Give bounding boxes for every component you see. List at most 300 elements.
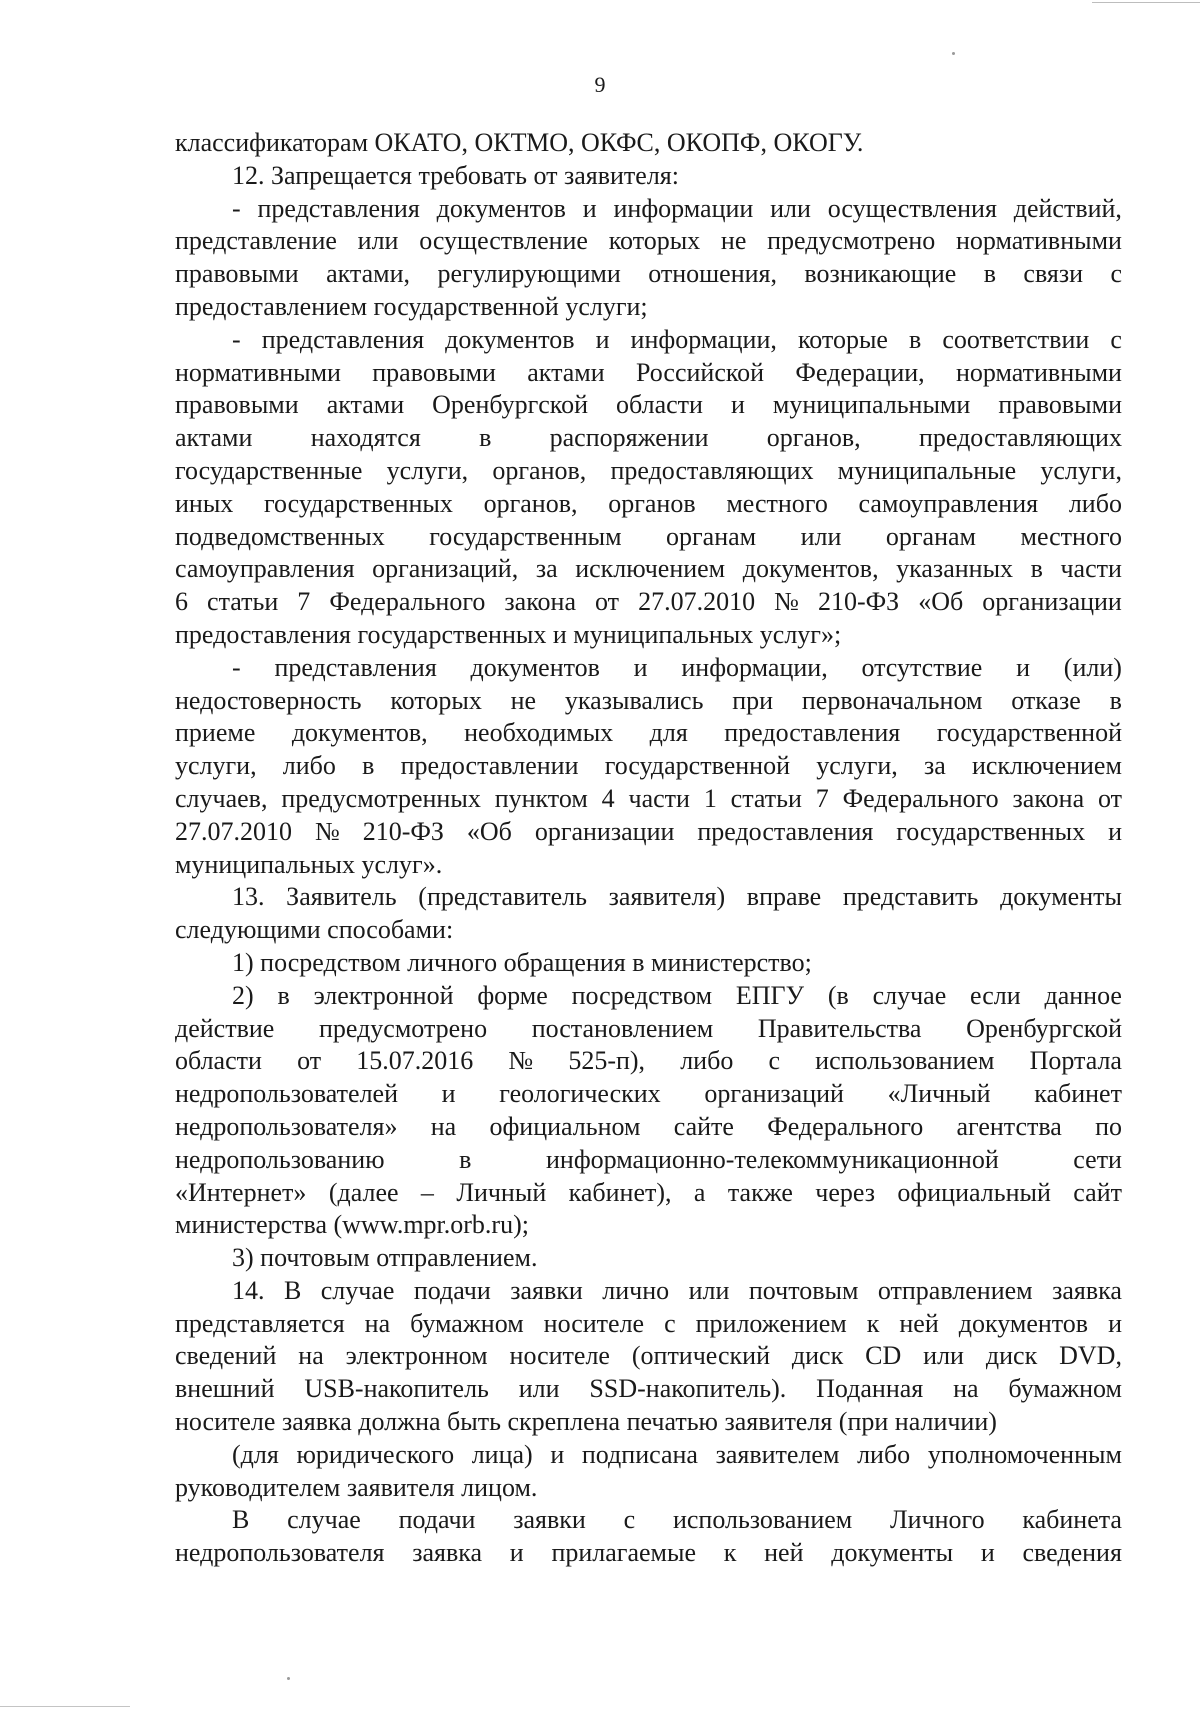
word: 3) — [232, 1243, 254, 1273]
word: постановлением — [531, 1013, 714, 1043]
word: уполномоченным — [927, 1439, 1122, 1469]
word: представляется — [175, 1308, 345, 1338]
word: отказе — [1011, 685, 1081, 715]
word: предусмотрено — [767, 226, 936, 256]
word: (представитель — [418, 882, 587, 912]
word: - — [232, 324, 241, 354]
word: актами — [326, 390, 405, 420]
word: документов — [436, 193, 566, 223]
word: области — [175, 1046, 262, 1076]
word: требовать — [418, 160, 527, 190]
word: и — [1108, 816, 1122, 846]
word: ОКОПФ, — [666, 128, 767, 157]
word: и — [1108, 1308, 1122, 1338]
word: в — [459, 1144, 472, 1174]
word: или — [688, 1275, 730, 1305]
word: министерства — [175, 1210, 328, 1240]
word: в — [479, 423, 492, 453]
word: представления — [257, 193, 420, 223]
word: представить — [842, 882, 979, 912]
word: для — [649, 718, 688, 748]
text-line — [175, 357, 1122, 390]
word: заявка — [281, 1407, 352, 1437]
word: муниципальных — [175, 849, 356, 879]
word: личного — [407, 947, 498, 977]
word: USB-накопитель — [304, 1374, 489, 1404]
text-line — [175, 1504, 1122, 1537]
text-line — [175, 816, 1122, 849]
scan-speck — [287, 1677, 290, 1680]
word: 4 — [601, 783, 615, 813]
text-line — [175, 980, 1122, 1013]
word: закона — [504, 587, 576, 617]
word: недропользователя» — [175, 1111, 398, 1141]
word: информации, — [630, 324, 777, 354]
word: руководителем — [175, 1472, 341, 1502]
word: правовыми — [372, 357, 496, 387]
word: (далее — [328, 1177, 399, 1207]
word: случае — [320, 1275, 395, 1305]
word: 210-ФЗ — [362, 816, 444, 846]
word: сайте — [673, 1111, 734, 1141]
word: «Об — [466, 816, 512, 846]
text-line — [175, 1013, 1122, 1046]
word: лица) — [471, 1439, 533, 1469]
word: услуг»; — [759, 619, 842, 649]
word: местного — [726, 488, 828, 518]
word: статьи — [207, 587, 279, 617]
word: актами — [527, 357, 605, 387]
word: (при — [838, 1407, 889, 1437]
word: должна — [358, 1407, 441, 1437]
word: на — [953, 1374, 979, 1404]
word: носителе — [543, 1308, 645, 1338]
word: услуги, — [816, 751, 898, 781]
word: случаев, — [175, 783, 268, 813]
word: «Интернет» — [175, 1177, 307, 1207]
word: от — [297, 1046, 322, 1076]
word: через — [815, 1177, 876, 1207]
word: сведений — [175, 1341, 277, 1371]
word: документов — [470, 652, 600, 682]
word: сети — [1073, 1144, 1122, 1174]
word: 7 — [297, 587, 311, 617]
word: иных — [175, 488, 234, 518]
word: посредством — [571, 980, 713, 1010]
word: и — [552, 619, 567, 649]
text-line — [175, 324, 1122, 357]
word: ОКФС, — [581, 128, 661, 157]
word: – — [420, 1177, 434, 1207]
word: услуг». — [361, 849, 443, 879]
text-line — [175, 1537, 1122, 1570]
word: лично — [602, 1275, 670, 1305]
text-line — [175, 652, 1122, 685]
text-line — [175, 914, 1122, 947]
word: документов — [958, 1308, 1089, 1338]
word: бумажном — [1008, 1374, 1122, 1404]
word: услуги, — [386, 455, 469, 485]
word: заявителя) — [608, 882, 726, 912]
word: кабинет), — [568, 1177, 672, 1207]
word: или — [770, 193, 811, 223]
word: документов — [445, 324, 575, 354]
word: муниципальные — [837, 455, 1017, 485]
text-line — [175, 1308, 1122, 1341]
word: Запрещается — [271, 160, 412, 190]
word: самоуправления — [858, 488, 1039, 518]
word: следующими — [175, 915, 321, 945]
word: кабинет — [1034, 1079, 1122, 1109]
word: организации — [534, 816, 675, 846]
word: либо — [1068, 488, 1122, 518]
word: Оренбургской — [432, 390, 589, 420]
word: 1 — [703, 783, 717, 813]
word: 525-п), — [568, 1046, 646, 1076]
word: представления — [261, 324, 425, 354]
scan-edge-top — [1092, 2, 1200, 3]
word: В — [232, 1505, 250, 1535]
text-line — [175, 717, 1122, 750]
word: заявителем — [715, 1439, 840, 1469]
text-line — [175, 1045, 1122, 1078]
word: с — [768, 1046, 781, 1076]
text-line — [175, 291, 1122, 324]
word: находятся — [310, 423, 421, 453]
word: регулирующими — [437, 259, 621, 289]
word: первоначальном — [801, 685, 983, 715]
word: № — [314, 816, 340, 846]
word: ОКТМО, — [474, 128, 575, 157]
word: ней — [899, 1308, 939, 1338]
word: почтовым — [260, 1243, 370, 1273]
word: нормативными — [175, 357, 341, 387]
word: заявки — [513, 1505, 586, 1535]
text-line — [175, 422, 1122, 455]
word: не — [510, 685, 537, 715]
word: недропользователей — [175, 1079, 398, 1109]
word: 2) — [232, 980, 254, 1010]
text-line — [175, 488, 1122, 521]
word: организаций — [704, 1079, 844, 1109]
word: или — [923, 1341, 964, 1371]
text-line — [175, 1078, 1122, 1111]
word: пунктом — [494, 783, 588, 813]
word: предоставляющих — [610, 455, 814, 485]
word: правовыми — [175, 259, 299, 289]
text-line — [175, 783, 1122, 816]
word: заявка — [412, 1538, 483, 1568]
word: 1) — [232, 947, 254, 977]
word: (или) — [1063, 652, 1122, 682]
page-number: 9 — [594, 72, 606, 97]
word: к — [866, 1308, 880, 1338]
word: самоуправления — [175, 554, 355, 584]
word: заявка — [1052, 1275, 1122, 1305]
word: и — [633, 652, 648, 682]
word: правовыми — [175, 390, 299, 420]
text-line — [175, 750, 1122, 783]
word: подачи — [413, 1275, 491, 1305]
word: (оптический — [631, 1341, 770, 1371]
word: осуществление — [419, 226, 588, 256]
word: 27.07.2010 — [638, 587, 756, 617]
word: либо — [857, 1439, 911, 1469]
word: за — [923, 751, 946, 781]
word: от — [595, 587, 620, 617]
word: заявителя — [346, 1472, 455, 1502]
word: приеме — [175, 718, 256, 748]
text-line — [175, 586, 1122, 619]
word: государственной — [936, 718, 1122, 748]
word: на — [364, 1308, 391, 1338]
word: органам — [885, 521, 977, 551]
text-line — [175, 1177, 1122, 1210]
word: недропользователя — [175, 1538, 385, 1568]
text-line — [175, 225, 1122, 258]
word: 15.07.2016 — [356, 1046, 474, 1076]
word: - — [232, 193, 241, 223]
word: возникающие — [804, 259, 957, 289]
scan-edge-bottom — [0, 1706, 130, 1707]
word: органов, — [766, 423, 861, 453]
word: использованием — [672, 1505, 853, 1535]
text-line — [175, 1275, 1122, 1308]
word: подведомственных — [175, 521, 385, 551]
text-line — [175, 881, 1122, 914]
word: заявки — [510, 1275, 583, 1305]
word: при — [732, 685, 774, 715]
word: государственных — [357, 619, 547, 649]
word: Портала — [1029, 1046, 1122, 1076]
word: Российской — [635, 357, 765, 387]
word: осуществления — [827, 193, 997, 223]
word: организаций, — [372, 554, 519, 584]
word: Федерации, — [795, 357, 925, 387]
word: указывались — [564, 685, 704, 715]
word: № — [508, 1046, 534, 1076]
word: которых — [390, 685, 482, 715]
word: предоставлении — [400, 751, 579, 781]
word: информации — [613, 193, 754, 223]
word: которые — [797, 324, 888, 354]
word: вправе — [746, 882, 822, 912]
word: правовыми — [998, 390, 1122, 420]
word: заявителя — [724, 1407, 833, 1437]
word: не — [720, 226, 747, 256]
word: Заявитель — [286, 882, 397, 912]
word: с — [1110, 259, 1122, 289]
word: указанных — [896, 554, 1014, 584]
word: государственным — [429, 521, 622, 551]
word: посредством — [260, 947, 401, 977]
word: необходимых — [464, 718, 614, 748]
word: услуги; — [565, 291, 648, 321]
word: закона — [1012, 783, 1085, 813]
word: Правительства — [757, 1013, 922, 1043]
word: случае — [287, 1505, 361, 1535]
word: носителе — [509, 1341, 610, 1371]
word: в — [909, 324, 922, 354]
text-line — [175, 1472, 1122, 1505]
word: 13. — [232, 882, 265, 912]
word: в — [632, 947, 645, 977]
word: части — [1060, 554, 1122, 584]
word: если — [970, 980, 1021, 1010]
word: за — [535, 554, 558, 584]
word: соответствии — [942, 324, 1090, 354]
word: способами: — [327, 915, 454, 945]
word: SSD-накопитель). — [589, 1374, 787, 1404]
word: электронном — [345, 1341, 488, 1371]
word: (для — [232, 1439, 279, 1469]
word: распоряжении — [549, 423, 709, 453]
word: лицом. — [461, 1472, 538, 1502]
text-line — [175, 1373, 1122, 1406]
word: внешний — [175, 1374, 275, 1404]
word: предоставления — [697, 816, 874, 846]
word: подписана — [581, 1439, 698, 1469]
word: геологических — [499, 1079, 661, 1109]
word: муниципальными — [772, 390, 971, 420]
word: с — [1110, 324, 1122, 354]
word: органов, — [483, 488, 578, 518]
word: или — [518, 1374, 560, 1404]
word: 6 — [175, 587, 188, 617]
document-body — [175, 127, 1122, 1570]
word: использованием — [815, 1046, 995, 1076]
text-line — [175, 455, 1122, 488]
word: предоставляющих — [918, 423, 1122, 453]
word: - — [232, 652, 241, 682]
word: заявителя: — [563, 160, 679, 190]
word: прилагаемые — [551, 1538, 697, 1568]
word: с — [623, 1505, 636, 1535]
word: государственные — [175, 455, 363, 485]
word: ней — [764, 1538, 804, 1568]
word: и — [550, 1439, 565, 1469]
word: органов — [608, 488, 696, 518]
word: актами, — [326, 259, 411, 289]
text-line — [175, 193, 1122, 226]
word: и — [582, 193, 597, 223]
word: «Личный — [887, 1079, 991, 1109]
word: печатью — [626, 1407, 718, 1437]
word: и — [595, 324, 610, 354]
word: Личного — [890, 1505, 985, 1535]
text-line — [175, 1242, 1122, 1275]
text-line — [175, 1340, 1122, 1373]
word: Федерального — [329, 587, 486, 617]
word: представления — [274, 652, 437, 682]
word: Оренбургской — [966, 1013, 1122, 1043]
word: предоставлением — [175, 291, 368, 321]
word: приложением — [695, 1308, 847, 1338]
word: от — [1097, 783, 1122, 813]
word: 27.07.2010 — [175, 816, 292, 846]
word: случае — [872, 980, 947, 1010]
word: и — [441, 1079, 456, 1109]
word: (в — [827, 980, 849, 1010]
word: исключением — [971, 751, 1122, 781]
word: носителе — [175, 1407, 276, 1437]
word: предусмотрено — [318, 1013, 488, 1043]
text-line — [175, 849, 1122, 882]
text-line — [175, 389, 1122, 422]
word: местного — [1020, 521, 1122, 551]
word: связи — [1023, 259, 1084, 289]
word: отправлением — [877, 1275, 1033, 1305]
word: скреплена — [507, 1407, 621, 1437]
word: форме — [477, 980, 548, 1010]
word: действий, — [1013, 193, 1122, 223]
word: почтовым — [748, 1275, 859, 1305]
scan-speck — [952, 52, 955, 55]
word: а — [693, 1177, 706, 1207]
word: информации, — [681, 652, 828, 682]
text-line — [175, 1111, 1122, 1144]
word: или — [800, 521, 842, 551]
word: Личный — [456, 1177, 547, 1207]
word: на — [298, 1341, 324, 1371]
word: сведения — [1022, 1538, 1122, 1568]
word: с — [664, 1308, 676, 1338]
word: в — [362, 751, 375, 781]
word: представление — [175, 226, 337, 256]
word: государственной — [604, 751, 790, 781]
word: подачи — [398, 1505, 476, 1535]
word: отношения, — [648, 259, 777, 289]
word: ОКАТО, — [374, 128, 468, 157]
text-line — [175, 1406, 1122, 1439]
word: недостоверность — [175, 685, 362, 715]
text-line — [175, 1144, 1122, 1177]
word: предоставления — [175, 619, 351, 649]
word: бумажном — [410, 1308, 524, 1338]
text-line — [175, 947, 1122, 980]
word: диск — [985, 1341, 1038, 1371]
word: в — [1109, 685, 1122, 715]
word: документов, — [291, 718, 428, 748]
word: государственных — [896, 816, 1086, 846]
word: государственных — [264, 488, 453, 518]
word: ОКОГУ. — [773, 128, 864, 157]
word: организации — [982, 587, 1122, 617]
text-line — [175, 1439, 1122, 1472]
word: юридического — [296, 1439, 455, 1469]
word: отправлением. — [376, 1243, 538, 1273]
word: по — [1095, 1111, 1122, 1141]
word: органов, — [492, 455, 587, 485]
word: данное — [1044, 980, 1122, 1010]
text-line — [175, 685, 1122, 718]
word: наличии) — [894, 1407, 997, 1437]
word: недропользованию — [175, 1144, 385, 1174]
word: обращения — [503, 947, 626, 977]
word: 14. — [232, 1275, 265, 1305]
word: кабинета — [1022, 1505, 1122, 1535]
word: части — [628, 783, 690, 813]
word: 12. — [232, 160, 265, 190]
word: на — [430, 1111, 457, 1141]
word: нормативными — [955, 357, 1122, 387]
word: отсутствие — [861, 652, 983, 682]
word: ЕПГУ — [735, 980, 804, 1010]
text-line — [175, 619, 1122, 652]
word: Федерального — [842, 783, 999, 813]
word: и — [730, 390, 745, 420]
word: № — [774, 587, 799, 617]
